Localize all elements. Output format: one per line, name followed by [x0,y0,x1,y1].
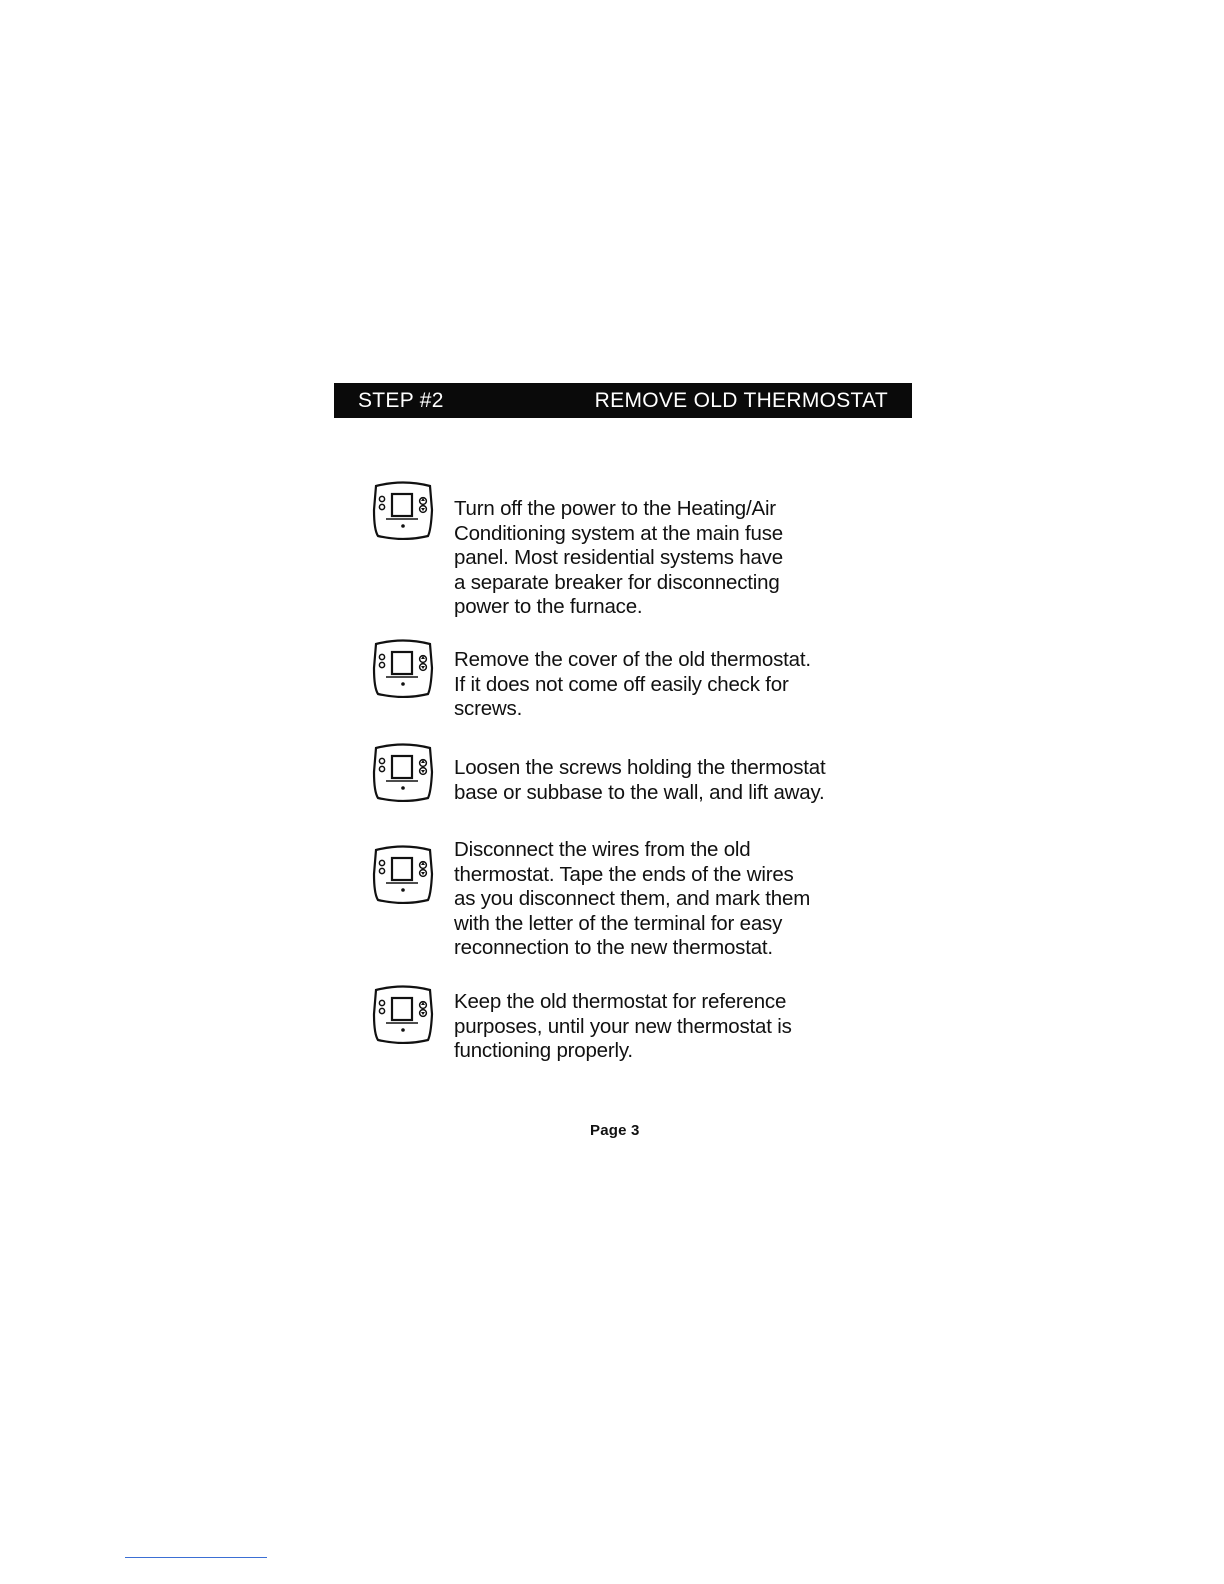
step-number: STEP #2 [358,389,444,412]
thermostat-icon [370,478,436,540]
step-header-bar [334,383,912,418]
thermostat-icon [370,982,436,1044]
step-title: REMOVE OLD THERMOSTAT [594,389,888,412]
instruction-text: Keep the old thermostat for reference purposes, until your new thermostat is functioning properly. [454,990,792,1062]
thermostat-icon [370,740,436,802]
thermostat-icon [370,636,436,698]
instruction-text: Remove the cover of the old thermostat. If it does not come off easily check for screws. [454,648,811,720]
instruction-text: Loosen the screws holding the thermostat base or subbase to the wall, and lift away. [454,756,826,804]
page-number: Page 3 [590,1122,640,1139]
instruction-text: Turn off the power to the Heating/Air Conditioning system at the main fuse panel. Most residential systems have a separate breaker for disconnecting power to the furnace. [454,497,783,618]
thermostat-icon [370,842,436,904]
footer-divider [125,1557,267,1558]
instruction-text: Disconnect the wires from the old thermostat. Tape the ends of the wires as you disconnect them, and mark them with the letter of the terminal for easy reconnection to the new thermostat. [454,838,811,959]
